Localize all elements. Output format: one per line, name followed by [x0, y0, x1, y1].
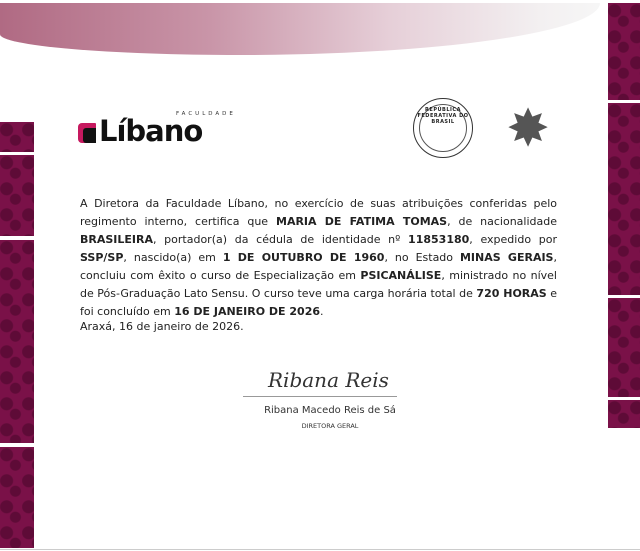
- hours: 720 HORAS: [476, 287, 547, 300]
- id-number: 11853180: [408, 233, 470, 246]
- brazil-coat-of-arms-icon: ✸: [506, 99, 550, 159]
- faculdade-libano-logo: [78, 111, 236, 148]
- right-border-tile: [608, 103, 640, 295]
- handwritten-signature: Ribana Reis: [268, 368, 389, 392]
- bottom-divider: [0, 549, 640, 550]
- birth-date: 1 DE OUTUBRO DE 1960: [222, 251, 385, 264]
- place-date: Araxá, 16 de janeiro de 2026.: [80, 320, 244, 333]
- student-name: MARIA DE FATIMA TOMAS: [276, 215, 448, 228]
- logo-faculdade: FACULDADE: [176, 111, 236, 117]
- state: MINAS GERAIS: [459, 251, 554, 264]
- signatory-name: Ribana Macedo Reis de Sá: [264, 405, 396, 416]
- logo-mark-icon: [78, 123, 96, 143]
- left-border-tile: [0, 447, 34, 548]
- brazil-republic-seal-icon: REPÚBLICA FEDERATIVA DO BRASIL: [413, 98, 473, 158]
- logo-name: Líbano: [99, 114, 203, 148]
- signatory-title: DIRETORA GERAL: [301, 422, 359, 430]
- left-border-tile: [0, 155, 34, 236]
- header-wave-decoration: [0, 3, 600, 55]
- signature-line: [243, 396, 397, 397]
- completion-date: 16 DE JANEIRO DE 2026: [174, 305, 321, 318]
- right-border-tile: [608, 400, 640, 428]
- certificate-body: A Diretora da Faculdade Líbano, no exercício de suas atribuições conferidas pelo regimento interno, certifica que MARIA DE FATIMA TOMAS, de nacionalidade BRASILEIRA, portador(a) da cédula de identidade nº 11853180, expedido por SSP/SP, nascido(a) em 1 DE OUTUBRO DE 1960, no Estado MINAS GERAIS, concluiu com êxito o curso de Especialização em PSICANÁLISE, ministrado no nível de Pós-Graduação Lato Sensu. O curso teve uma carga horária total de 720 HORAS e foi concluído em 16 DE JANEIRO DE 2026.: [80, 197, 558, 318]
- issuer: SSP/SP: [80, 251, 124, 264]
- left-border-tile: [0, 122, 34, 152]
- course: PSICANÁLISE: [360, 269, 442, 282]
- left-border-tile: [0, 240, 34, 443]
- right-border-tile: [608, 3, 640, 100]
- right-border-tile: [608, 298, 640, 397]
- nationality: BRASILEIRA: [80, 233, 153, 246]
